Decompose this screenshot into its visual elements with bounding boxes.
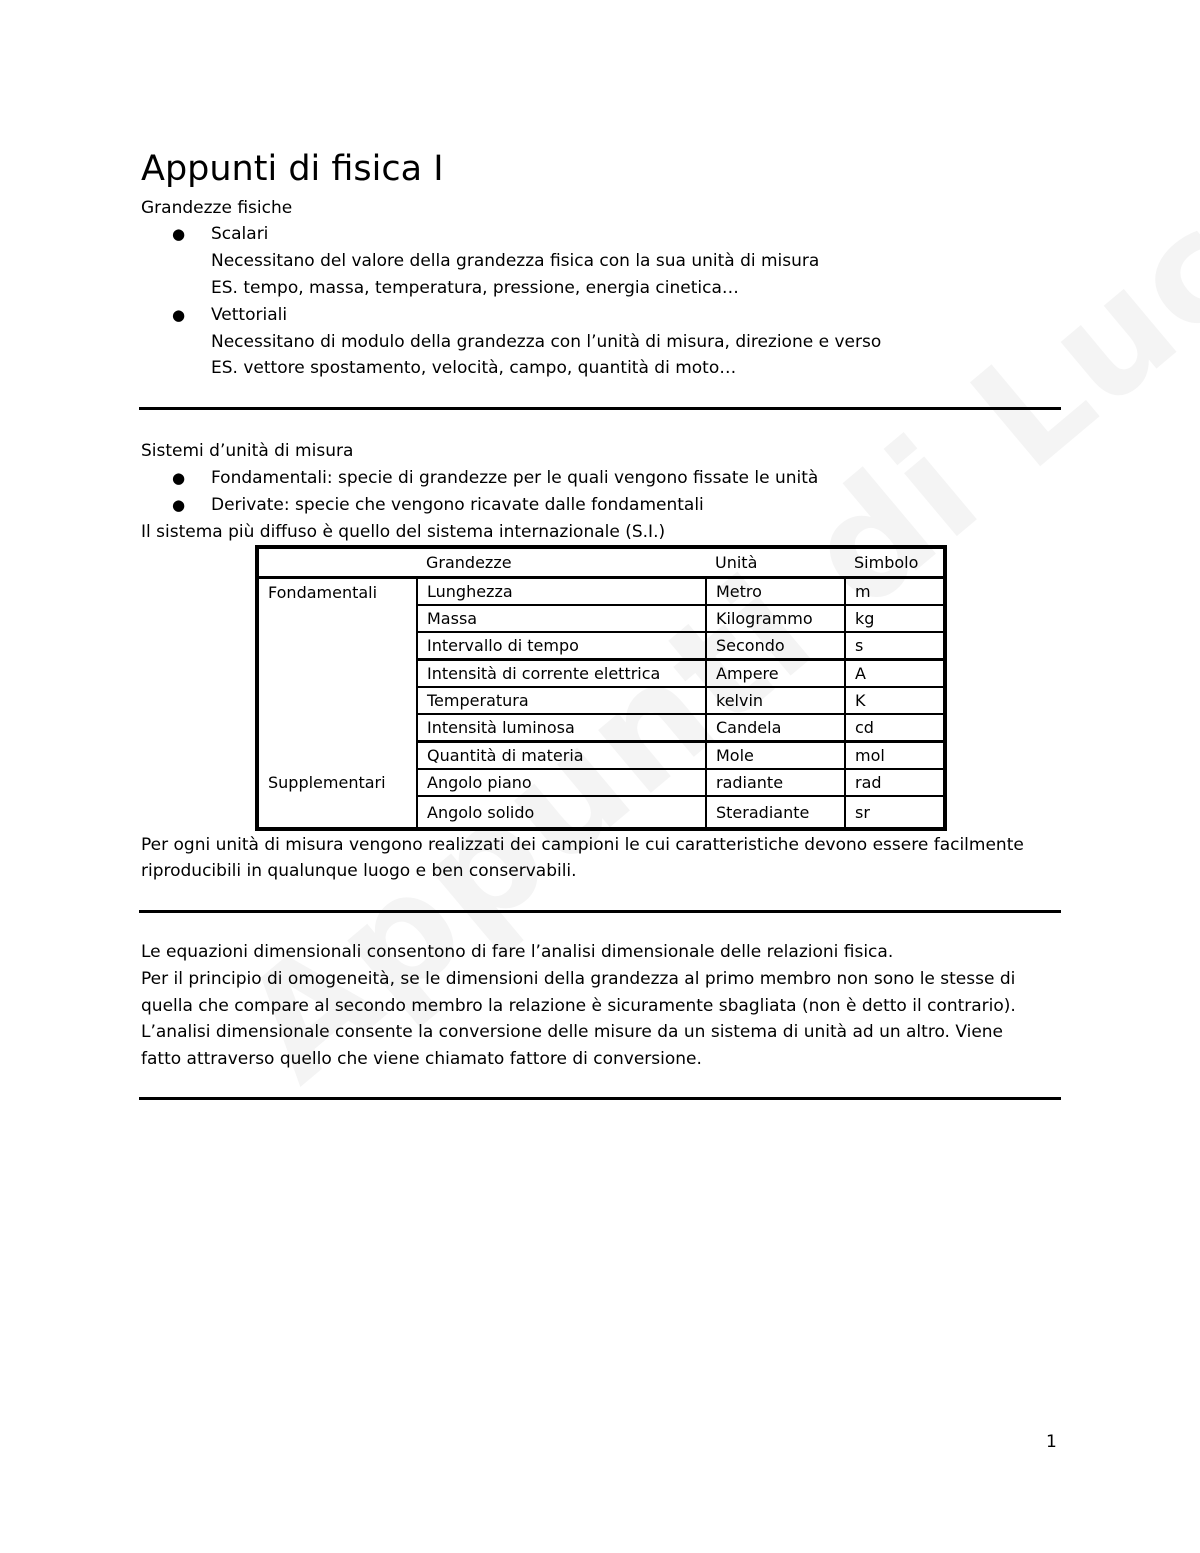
list-item-text: Necessitano di modulo della grandezza con l’unità di misura, direzione e verso xyxy=(211,332,882,352)
table-header-cell: Unità xyxy=(706,547,845,578)
section-heading-sistemi: Sistemi d’unità di misura xyxy=(141,441,354,461)
table-cell xyxy=(257,714,417,742)
document-title: Appunti di fisica I xyxy=(141,149,444,189)
paragraph-line: Per il principio di omogeneità, se le dimensioni della grandezza al primo membro non sono le stesse di xyxy=(141,969,1016,989)
table-cell xyxy=(257,796,417,829)
table-cell: kelvin xyxy=(706,687,845,714)
table-row xyxy=(257,578,945,606)
paragraph-line: riproducibili in qualunque luogo e ben conservabili. xyxy=(141,861,577,881)
table-cell: Fondamentali xyxy=(257,578,417,606)
table-header-cell: Simbolo xyxy=(845,547,945,578)
table-cell: Mole xyxy=(706,742,845,770)
bullet-icon: ● xyxy=(172,225,186,243)
table-cell: sr xyxy=(855,802,870,822)
list-item-text: Necessitano del valore della grandezza fisica con la sua unità di misura xyxy=(211,251,820,271)
bullet-icon: ● xyxy=(172,469,186,487)
table-row xyxy=(257,605,945,632)
horizontal-rule xyxy=(139,910,1061,913)
paragraph-line: fatto attraverso quello che viene chiamato fattore di conversione. xyxy=(141,1049,702,1069)
table-cell: Intensità luminosa xyxy=(417,714,706,742)
table-cell: Secondo xyxy=(706,632,845,660)
table-row xyxy=(257,769,945,796)
table-row xyxy=(257,632,945,660)
table-row xyxy=(257,687,945,714)
table-cell: Angolo piano xyxy=(417,769,706,796)
table-cell: kg xyxy=(845,605,945,632)
paragraph-line: L’analisi dimensionale consente la conversione delle misure da un sistema di unità ad un altro. Viene xyxy=(141,1022,1004,1042)
paragraph-line: Per ogni unità di misura vengono realizzati dei campioni le cui caratteristiche devono essere facilmente xyxy=(141,835,1024,855)
table-cell xyxy=(257,605,417,632)
table-cell: Angolo solido xyxy=(417,796,706,829)
table-cell xyxy=(257,632,417,660)
list-item-derivate: Derivate: specie che vengono ricavate dalle fondamentali xyxy=(211,495,704,515)
table-cell xyxy=(257,687,417,714)
list-item-fondamentali: Fondamentali: specie di grandezze per le quali vengono fissate le unità xyxy=(211,468,819,488)
section-heading-grandezze: Grandezze fisiche xyxy=(141,198,293,218)
table-cell: Intensità di corrente elettrica xyxy=(417,660,706,688)
bullet-icon: ● xyxy=(172,496,186,514)
table-cell: s xyxy=(845,632,945,660)
list-item-vettoriali: Vettoriali xyxy=(211,305,288,325)
table-row xyxy=(257,742,945,770)
table-cell: m xyxy=(845,578,945,606)
si-units-table xyxy=(255,545,947,831)
table-cell: radiante xyxy=(706,769,845,796)
page-number: 1 xyxy=(1046,1432,1057,1452)
table-row xyxy=(257,660,945,688)
table-cell: Steradiante xyxy=(706,796,845,829)
table-cell: Quantità di materia xyxy=(417,742,706,770)
table-header-cell: Grandezze xyxy=(417,547,706,578)
table-cell: K xyxy=(845,687,945,714)
horizontal-rule xyxy=(139,407,1061,410)
table-cell xyxy=(257,660,417,688)
table-row xyxy=(257,796,945,829)
table-cell: Supplementari xyxy=(257,769,417,796)
table-cell: Temperatura xyxy=(417,687,706,714)
table-header-cell xyxy=(257,547,417,578)
table-cell: cd xyxy=(845,714,945,742)
table-cell: Ampere xyxy=(706,660,845,688)
list-item-scalari: Scalari xyxy=(211,224,269,244)
table-cell: Candela xyxy=(706,714,845,742)
si-intro: Il sistema più diffuso è quello del sistema internazionale (S.I.) xyxy=(141,522,666,542)
bullet-icon: ● xyxy=(172,306,186,324)
table-cell: Metro xyxy=(706,578,845,606)
table-cell: Intervallo di tempo xyxy=(417,632,706,660)
list-item-text: ES. tempo, massa, temperatura, pressione, energia cinetica… xyxy=(211,278,739,298)
horizontal-rule xyxy=(139,1097,1061,1100)
list-item-text: ES. vettore spostamento, velocità, campo, quantità di moto… xyxy=(211,358,737,378)
table-cell: mol xyxy=(845,742,945,770)
table-cell: Kilogrammo xyxy=(706,605,845,632)
paragraph-line: Le equazioni dimensionali consentono di fare l’analisi dimensionale delle relazioni fisica. xyxy=(141,942,894,962)
table-cell: A xyxy=(845,660,945,688)
paragraph-line: quella che compare al secondo membro la relazione è sicuramente sbagliata (non è detto il contrario). xyxy=(141,996,1016,1016)
table-cell: rad xyxy=(845,769,945,796)
table-row xyxy=(257,714,945,742)
table-cell: Lunghezza xyxy=(417,578,706,606)
table-header-row xyxy=(257,547,945,578)
table-cell xyxy=(257,742,417,770)
table-cell: Massa xyxy=(417,605,706,632)
